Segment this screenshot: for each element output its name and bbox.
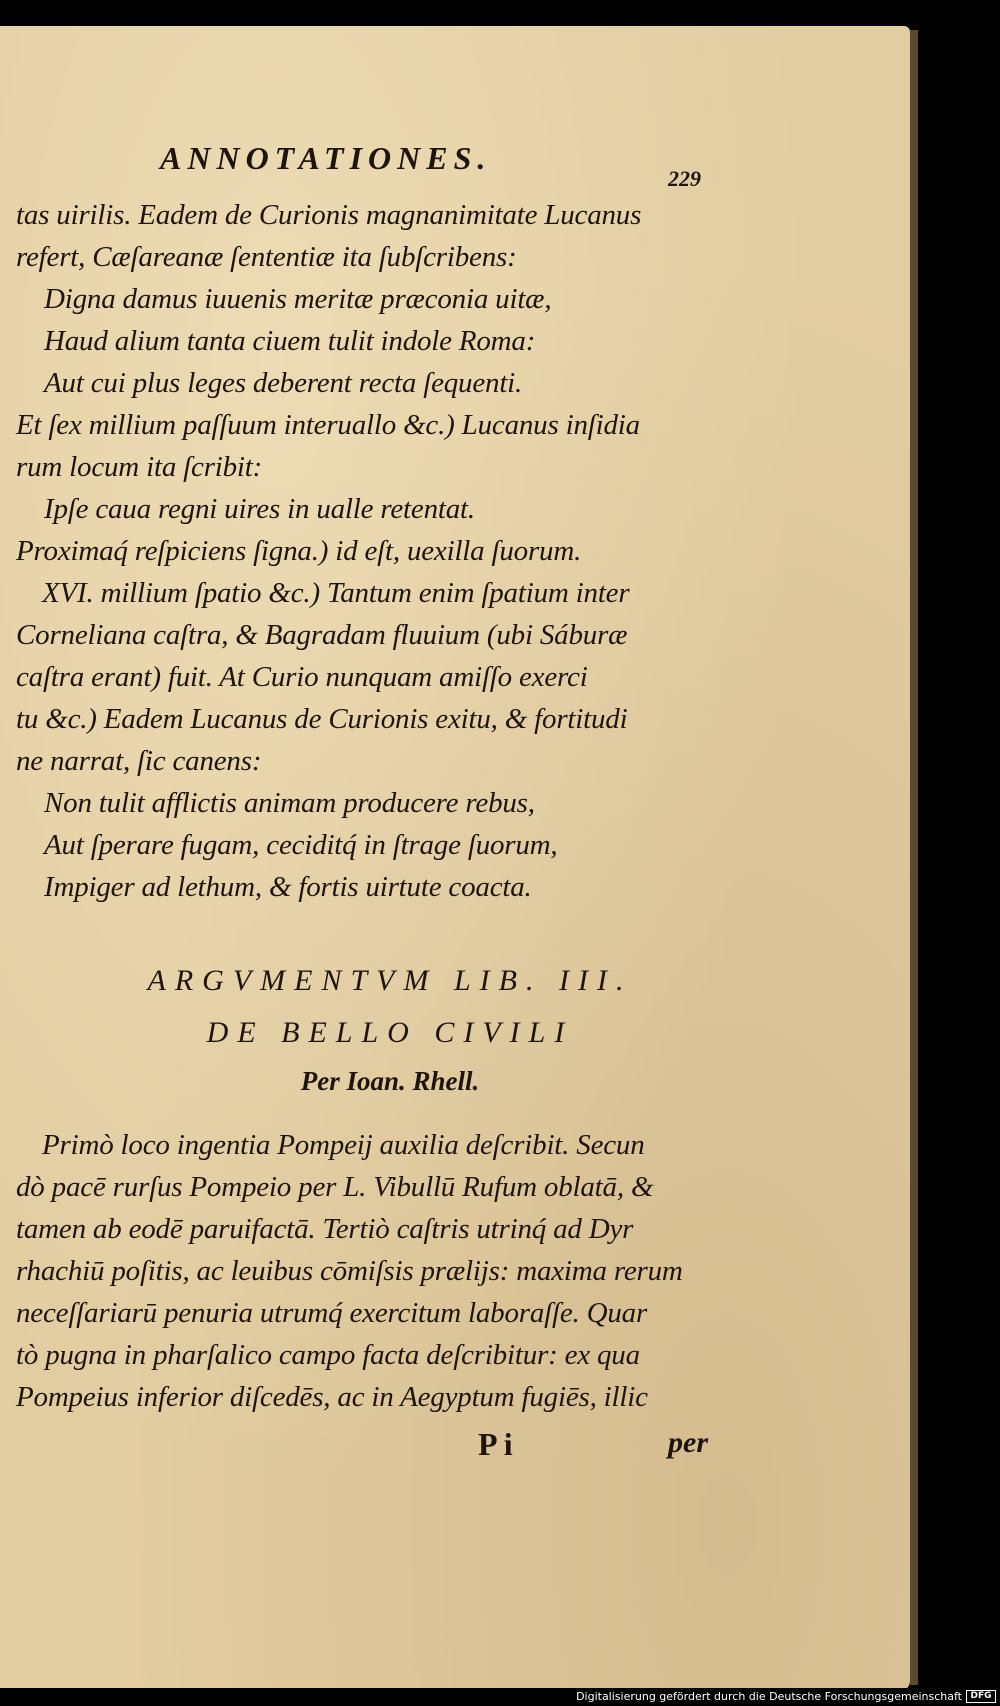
text-line: dò pacē rurſus Pompeio per L. Vibullū Rufum oblatā, & <box>16 1171 654 1203</box>
page-edge <box>910 30 918 1685</box>
text-line: Et ſex millium paſſuum interuallo &c.) Lucanus inſidia <box>16 409 640 441</box>
verse-line: Haud alium tanta ciuem tulit indole Roma: <box>44 325 536 357</box>
verse-line: Ipſe caua regni uires in ualle retentat. <box>44 493 475 525</box>
argument-author: Per Ioan. Rhell. <box>300 1066 480 1096</box>
catchword: per <box>668 1426 708 1459</box>
text-line: Corneliana caſtra, & Bagradam fluuium (ubi Sáburæ <box>16 619 628 651</box>
verse-line: Impiger ad lethum, & fortis uirtute coacta. <box>44 871 532 903</box>
text-line: caſtra erant) fuit. At Curio nunquam amiſſo exerci <box>16 661 588 693</box>
text-line: tas uirilis. Eadem de Curionis magnanimitate Lucanus <box>16 199 642 231</box>
text-line: neceſſariarū penuria utrumq́ exercitum laboraſſe. Quar <box>16 1297 648 1329</box>
argument-heading: ARGVMENTVM LIB. III. <box>147 964 633 997</box>
verse-line: Aut ſperare fugam, ceciditq́ in ſtrage ſuorum, <box>44 829 558 861</box>
dfg-logo-icon: DFG <box>966 1690 996 1703</box>
signature-mark: P i <box>478 1426 513 1462</box>
text-line: refert, Cæſareanæ ſententiæ ita ſubſcribens: <box>16 241 517 273</box>
argument-subheading: DE BELLO CIVILI <box>206 1016 574 1049</box>
text-line: Primò loco ingentia Pompeij auxilia deſcribit. Secun <box>42 1129 645 1161</box>
verse-line: Non tulit afflictis animam producere rebus, <box>44 787 535 819</box>
book-page <box>0 26 910 1691</box>
running-head: ANNOTATIONES. <box>160 140 492 176</box>
text-line: tamen ab eodē paruifactā. Tertiò caſtris utrinq́ ad Dyr <box>16 1213 634 1245</box>
page-number: 229 <box>668 166 701 191</box>
funding-credit: Digitalisierung gefördert durch die Deutsche Forschungsgemeinschaft <box>576 1690 962 1703</box>
text-line: rhachiū poſitis, ac leuibus cōmiſsis prælijs: maxima rerum <box>16 1255 683 1287</box>
text-line: tò pugna in pharſalico campo facta deſcribitur: ex qua <box>16 1339 640 1371</box>
verse-line: Digna damus iuuenis meritæ præconia uitæ, <box>44 283 552 315</box>
text-line: tu &c.) Eadem Lucanus de Curionis exitu, & fortitudi <box>16 703 628 735</box>
text-line: rum locum ita ſcribit: <box>16 451 263 483</box>
text-line: XVI. millium ſpatio &c.) Tantum enim ſpatium inter <box>42 577 630 609</box>
text-line: Pompeius inferior diſcedēs, ac in Aegyptum fugiēs, illic <box>16 1381 648 1413</box>
text-line: Proximaq́ reſpiciens ſigna.) id eſt, uexilla ſuorum. <box>16 535 582 567</box>
text-line: ne narrat, ſic canens: <box>16 745 262 777</box>
verse-line: Aut cui plus leges deberent recta ſequenti. <box>44 367 523 399</box>
